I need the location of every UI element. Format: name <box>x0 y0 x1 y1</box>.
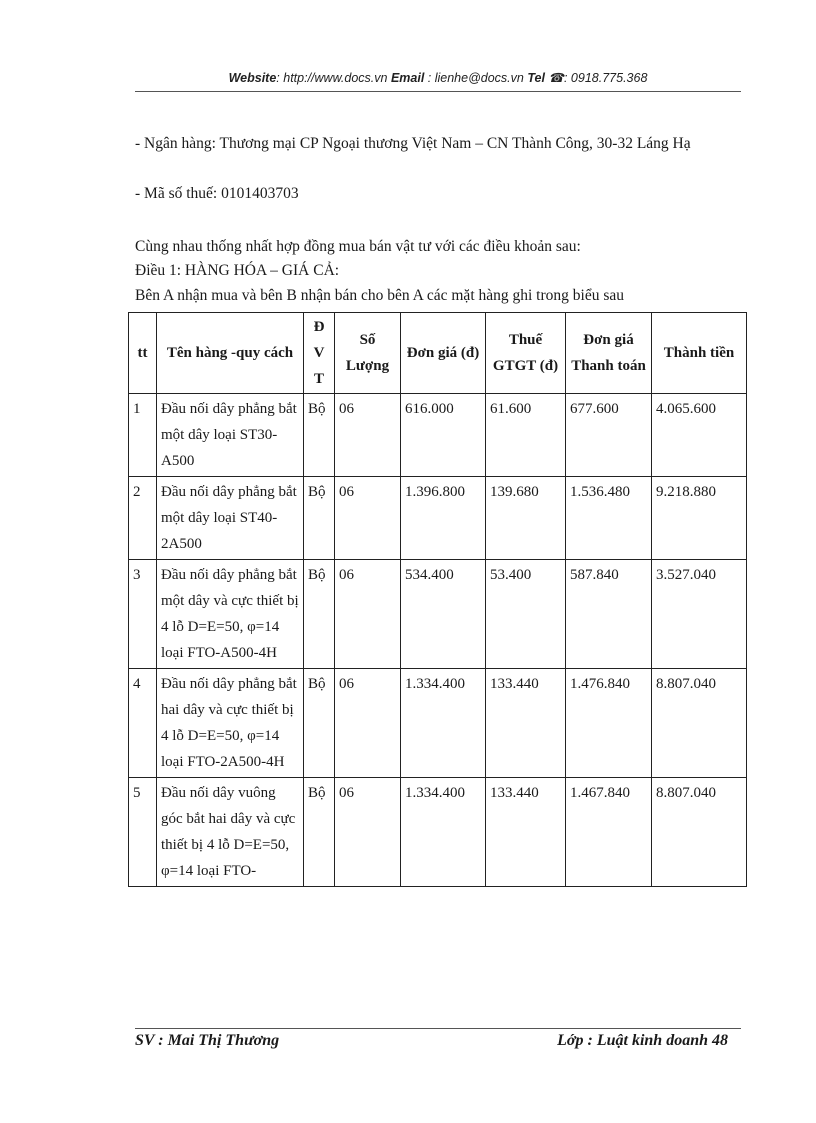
cell-vat: 139.680 <box>486 477 566 560</box>
cell-price: 534.400 <box>401 560 486 669</box>
cell-price: 1.334.400 <box>401 778 486 887</box>
email-address[interactable]: : lienhe@docs.vn <box>424 71 528 85</box>
cell-total: 4.065.600 <box>652 394 747 477</box>
cell-price: 1.334.400 <box>401 669 486 778</box>
cell-total: 8.807.040 <box>652 669 747 778</box>
cell-unit: Bộ <box>304 394 335 477</box>
cell-qty: 06 <box>335 669 401 778</box>
cell-total: 8.807.040 <box>652 778 747 887</box>
footer-divider <box>135 1028 741 1029</box>
cell-qty: 06 <box>335 394 401 477</box>
table-row <box>129 477 747 560</box>
cell-name: Đầu nối dây phẳng bắt một dây và cực thiết bị 4 lỗ D=E=50, φ=14 loại FTO-A500-4H <box>157 560 304 669</box>
cell-unit: Bộ <box>304 560 335 669</box>
article-1-heading: Điều 1: HÀNG HÓA – GIÁ CẢ: <box>135 262 340 279</box>
footer-class: Lớp : Luật kinh doanh 48 <box>557 1032 728 1049</box>
tel-number: ☎: 0918.775.368 <box>544 71 648 85</box>
table-row <box>129 394 747 477</box>
cell-pay-price: 587.840 <box>566 560 652 669</box>
table-row <box>129 778 747 887</box>
cell-name: Đầu nối dây phẳng bắt hai dây và cực thiết bị 4 lỗ D=E=50, φ=14 loại FTO-2A500-4H <box>157 669 304 778</box>
table-row <box>129 560 747 669</box>
cell-unit: Bộ <box>304 669 335 778</box>
col-header-unit: Đ V T <box>304 313 335 394</box>
cell-tt: 4 <box>129 669 157 778</box>
table-row <box>129 669 747 778</box>
cell-qty: 06 <box>335 778 401 887</box>
cell-vat: 133.440 <box>486 778 566 887</box>
cell-pay-price: 1.467.840 <box>566 778 652 887</box>
bank-line: - Ngân hàng: Thương mại CP Ngoại thương Việt Nam – CN Thành Công, 30-32 Láng Hạ <box>135 135 691 152</box>
cell-unit: Bộ <box>304 477 335 560</box>
cell-total: 3.527.040 <box>652 560 747 669</box>
col-header-total: Thành tiền <box>652 313 747 394</box>
cell-tt: 1 <box>129 394 157 477</box>
col-header-price: Đơn giá (đ) <box>401 313 486 394</box>
website-url[interactable]: : http://www.docs.vn <box>276 71 391 85</box>
table-intro: Bên A nhận mua và bên B nhận bán cho bên A các mặt hàng ghi trong biểu sau <box>135 287 624 304</box>
col-header-vat: Thuế GTGT (đ) <box>486 313 566 394</box>
cell-unit: Bộ <box>304 778 335 887</box>
col-header-pay-price: Đơn giá Thanh toán <box>566 313 652 394</box>
cell-price: 1.396.800 <box>401 477 486 560</box>
tel-label: Tel <box>527 71 545 85</box>
email-label: Email <box>390 71 425 85</box>
col-header-tt: tt <box>129 313 157 394</box>
website-label: Website <box>228 71 277 85</box>
cell-vat: 53.400 <box>486 560 566 669</box>
cell-qty: 06 <box>335 560 401 669</box>
cell-total: 9.218.880 <box>652 477 747 560</box>
tax-code-line: - Mã số thuế: 0101403703 <box>135 185 299 202</box>
cell-tt: 2 <box>129 477 157 560</box>
cell-tt: 3 <box>129 560 157 669</box>
table-header-row <box>129 313 747 394</box>
page-header <box>135 70 741 85</box>
col-header-qty: Số Lượng <box>335 313 401 394</box>
cell-pay-price: 1.476.840 <box>566 669 652 778</box>
col-header-name: Tên hàng -quy cách <box>157 313 304 394</box>
goods-table <box>128 312 747 887</box>
cell-name: Đầu nối dây vuông góc bắt hai dây và cực thiết bị 4 lỗ D=E=50, φ=14 loại FTO- <box>157 778 304 887</box>
footer-student: SV : Mai Thị Thương <box>135 1032 280 1049</box>
cell-pay-price: 1.536.480 <box>566 477 652 560</box>
cell-tt: 5 <box>129 778 157 887</box>
cell-name: Đầu nối dây phẳng bắt một dây loại ST30-A500 <box>157 394 304 477</box>
cell-name: Đầu nối dây phẳng bắt một dây loại ST40-2A500 <box>157 477 304 560</box>
cell-vat: 61.600 <box>486 394 566 477</box>
agreement-line: Cùng nhau thống nhất hợp đồng mua bán vật tư với các điều khoản sau: <box>135 238 581 255</box>
cell-price: 616.000 <box>401 394 486 477</box>
cell-vat: 133.440 <box>486 669 566 778</box>
header-divider <box>135 91 741 92</box>
cell-pay-price: 677.600 <box>566 394 652 477</box>
cell-qty: 06 <box>335 477 401 560</box>
